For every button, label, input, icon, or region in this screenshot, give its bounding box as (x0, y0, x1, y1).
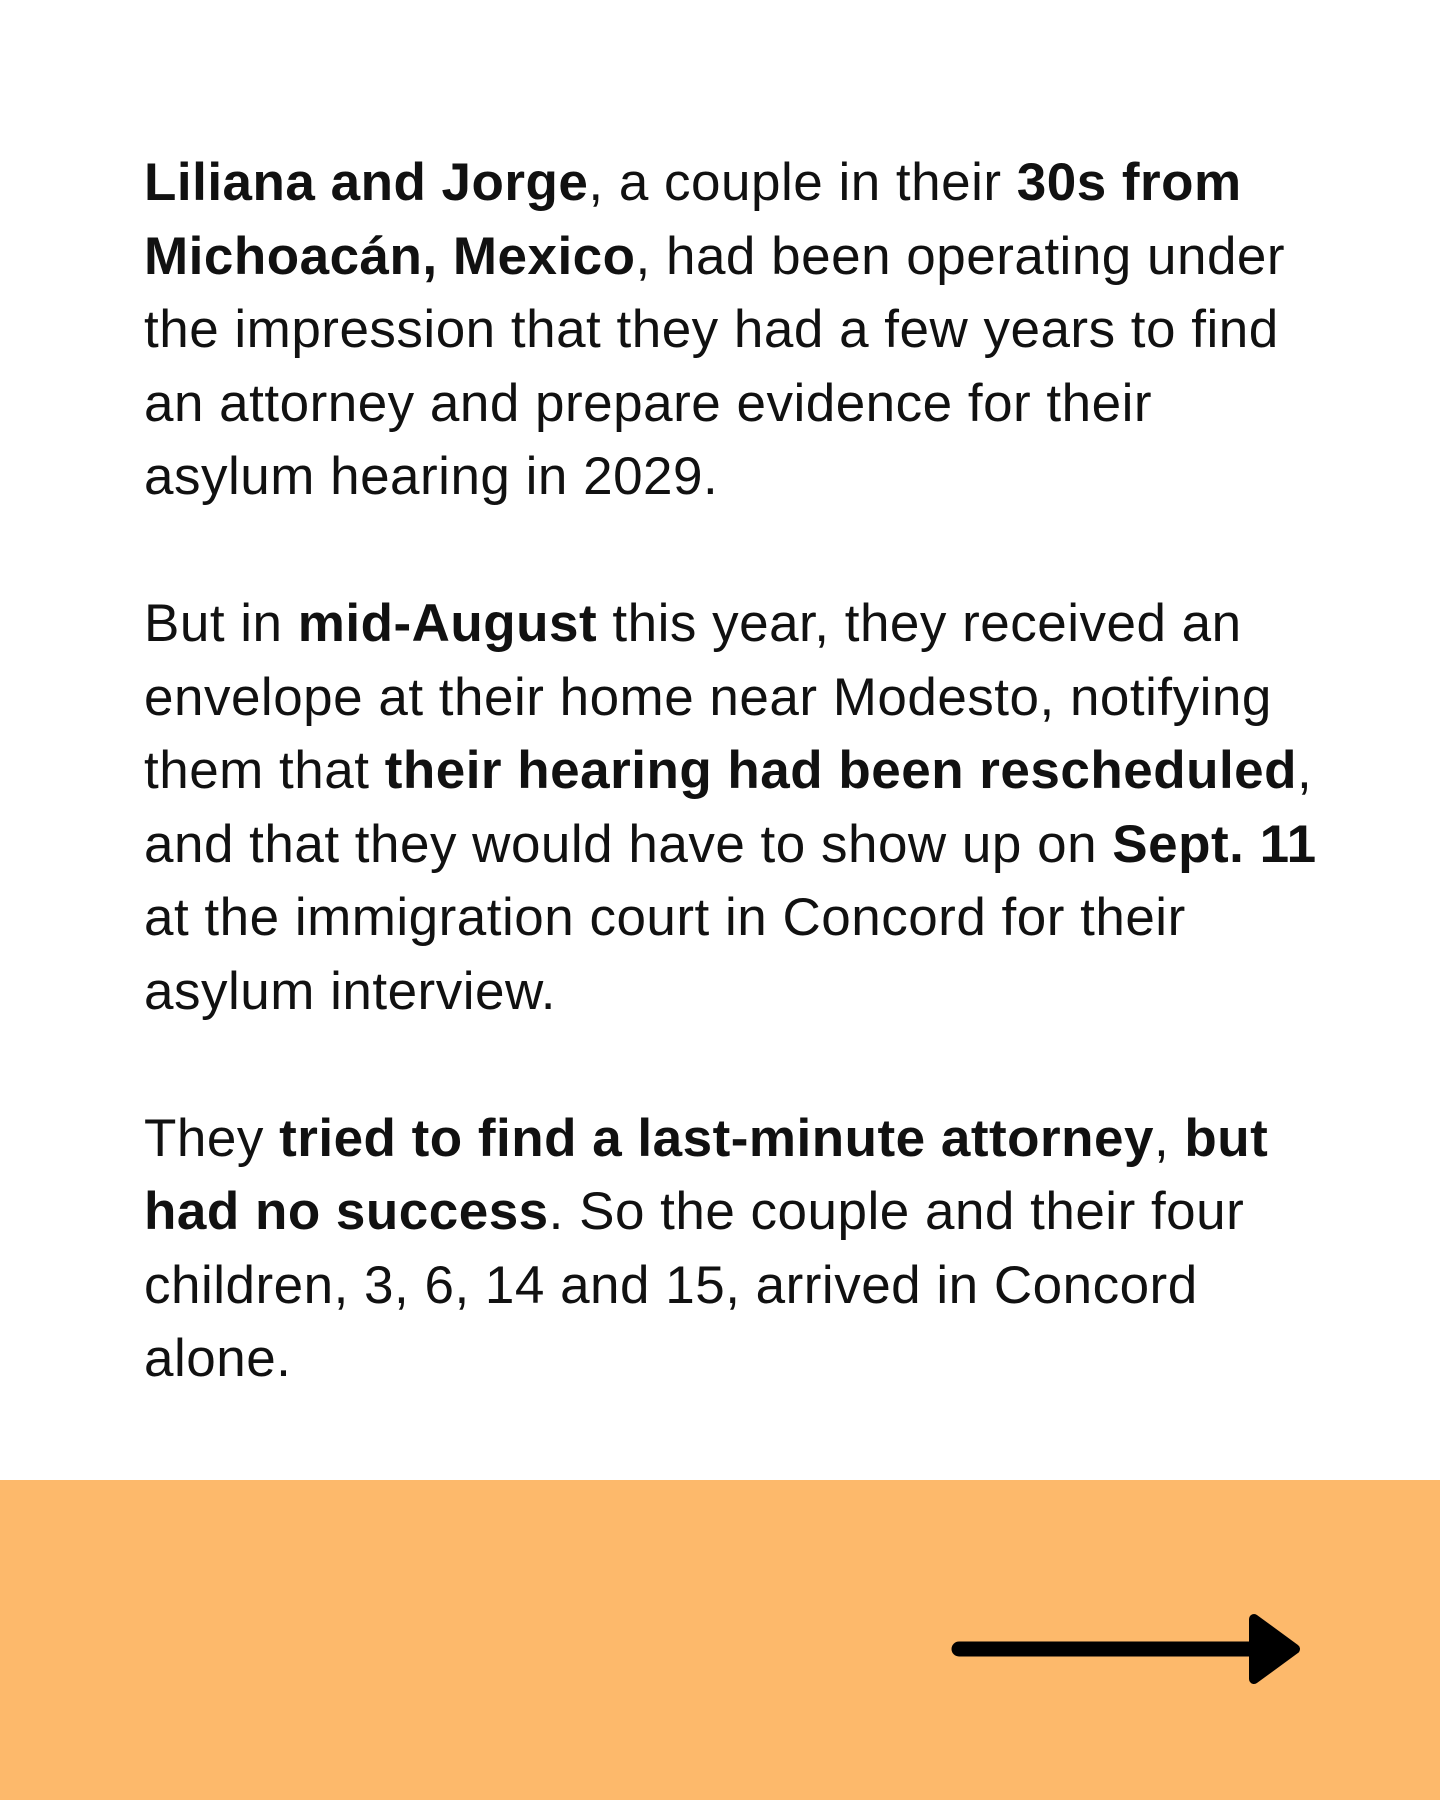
text-segment: , and that they would have to show up on (144, 741, 1313, 874)
text-segment: , had been operating under the impression that they had a few years to find an attorney and prepare evidence for their asylum hearing in 2029. (144, 226, 1286, 506)
text-segment: , a couple in their (588, 153, 1017, 212)
text-segment: . So the couple and their four children, 3, 6, 14 and 15, arrived in Concord alone. (144, 1182, 1245, 1388)
text-segment: but had no success (144, 1108, 1269, 1241)
text-segment: at the immigration court in Concord for their asylum interview. (144, 888, 1186, 1021)
text-segment: Sept. 11 (1112, 814, 1317, 874)
arrow-head (1254, 1619, 1295, 1679)
text-segment: , (1153, 1108, 1185, 1168)
text-segment: They (144, 1108, 280, 1168)
text-segment: tried to find a last-minute attorney (279, 1108, 1154, 1168)
text-segment: mid-August (297, 594, 598, 653)
right-arrow-icon[interactable] (951, 1612, 1301, 1686)
text-segment: Liliana and Jorge (144, 153, 589, 212)
text-segment: this year, they received an envelope at their home near Modesto, notifying them that (144, 594, 1272, 800)
paragraph-1 (144, 146, 1324, 514)
text-segment: But in (144, 594, 298, 653)
article-body (144, 146, 1324, 1469)
text-segment: their hearing had been rescheduled (384, 741, 1298, 800)
text-segment: 30s from Michoacán, Mexico (144, 153, 1242, 286)
paragraph-3 (144, 1102, 1324, 1396)
paragraph-2 (144, 587, 1324, 1028)
